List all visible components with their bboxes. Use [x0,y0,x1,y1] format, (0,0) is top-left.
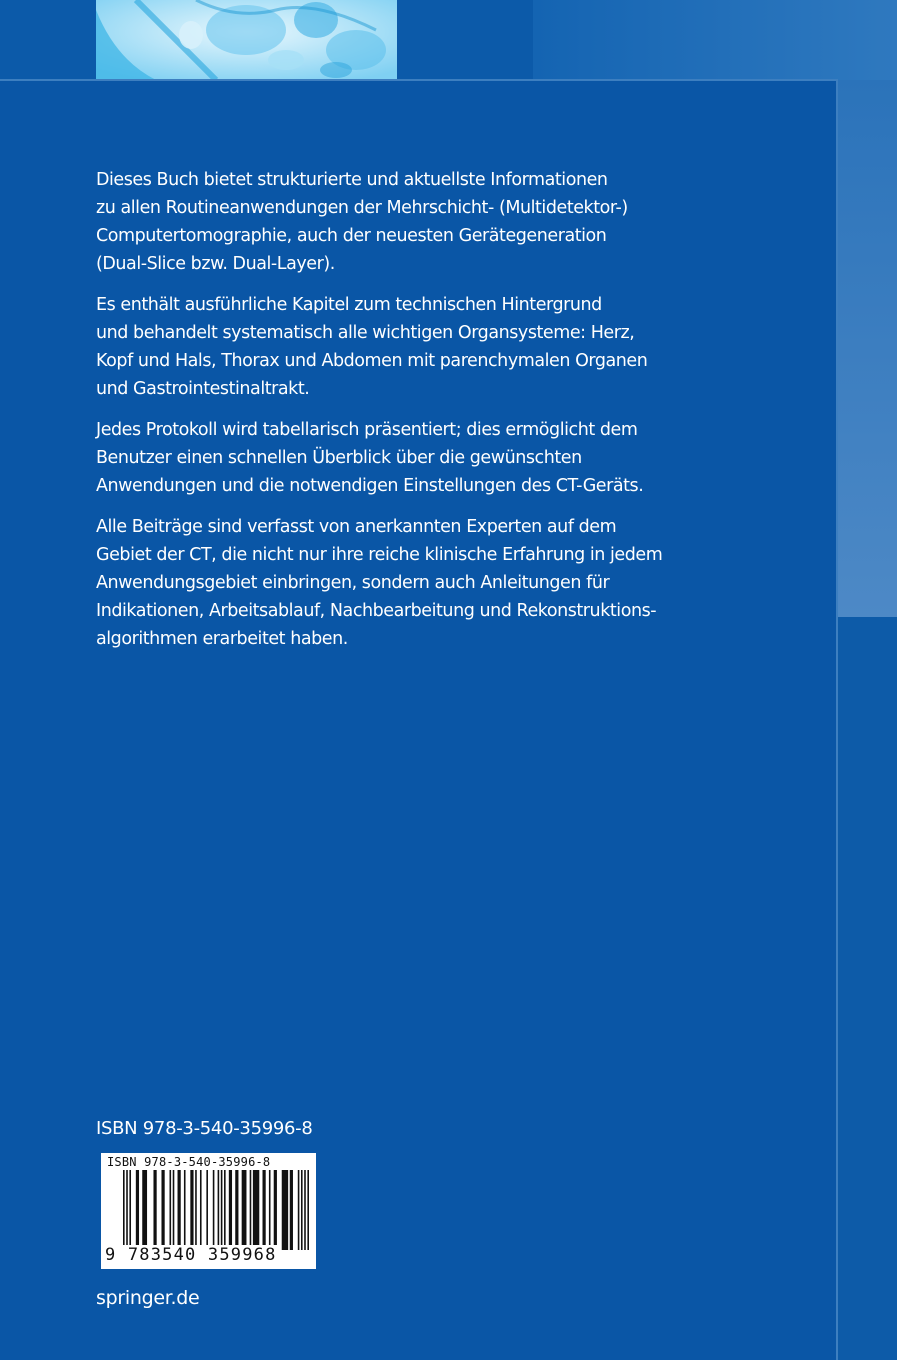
text-line: Gebiet der CT, die nicht nur ihre reiche klinische Erfahrung in jedem [96,545,663,565]
barcode-bar [282,1170,288,1250]
barcode-bar [184,1170,186,1250]
barcode-bar [218,1170,220,1250]
text-line: und behandelt systematisch alle wichtigen Organsysteme: Herz, [96,323,635,343]
publisher-url: springer.de [96,1287,200,1309]
barcode-bar [229,1170,232,1250]
barcode-bar [190,1170,193,1250]
text-line: Indikationen, Arbeitsablauf, Nachbearbeitung und Rekonstruktions- [96,601,657,621]
barcode-bar [301,1170,303,1250]
text-line: Dieses Buch bietet strukturierte und aktuellste Informationen [96,170,608,190]
barcode-bar [224,1170,226,1250]
text-line: Jedes Protokoll wird tabellarisch präsentiert; dies ermöglicht dem [96,420,638,440]
barcode-bar [153,1170,156,1250]
text-line: Kopf und Hals, Thorax und Abdomen mit parenchymalen Organen [96,351,648,371]
text-line: Es enthält ausführliche Kapitel zum technischen Hintergrund [96,295,602,315]
barcode-bar [170,1170,172,1250]
barcode-bar [136,1170,139,1250]
text-line: Alle Beiträge sind verfasst von anerkannten Experten auf dem [96,517,617,537]
barcode-bar [126,1170,128,1250]
barcode-bar [129,1170,131,1250]
text-line: Computertomographie, auch der neuesten Gerätegeneration [96,226,607,246]
text-line: zu allen Routineanwendungen der Mehrschicht- (Multidetektor-) [96,198,628,218]
text-line: Anwendungsgebiet einbringen, sondern auch Anleitungen für [96,573,610,593]
barcode-bar [173,1170,175,1250]
barcode-bar [263,1170,266,1250]
text-line: (Dual-Slice bzw. Dual-Layer). [96,254,335,274]
ct-scan-image [96,0,397,80]
paragraph-3 [96,416,644,500]
top-band-gradient [533,0,897,80]
text-line: Anwendungen und die notwendigen Einstellungen des CT-Geräts. [96,476,644,496]
barcode-bar [195,1170,197,1250]
barcode-bar [235,1170,238,1250]
barcode-bar [253,1170,259,1250]
paragraph-1 [96,166,628,278]
barcode-bar [221,1170,223,1250]
barcode-bar [123,1170,125,1250]
text-line: und Gastrointestinaltrakt. [96,379,310,399]
barcode-bar [200,1170,202,1250]
barcode-bar [304,1170,306,1250]
barcode-bar [178,1170,181,1250]
barcode-bar [307,1170,309,1250]
barcode-bar [242,1170,247,1250]
barcode-isbn-text: ISBN 978-3-540-35996-8 [107,1155,271,1169]
text-line: Benutzer einen schnellen Überblick über die gewünschten [96,448,582,468]
barcode-bars [121,1170,311,1250]
right-edge-highlight [837,80,897,617]
paragraph-2 [96,291,648,403]
barcode-bar [206,1170,208,1250]
barcode [101,1153,316,1269]
barcode-digits: 9 783540 359968 [105,1245,277,1265]
barcode-bar [250,1170,252,1250]
barcode-bar [269,1170,271,1250]
barcode-bar [161,1170,164,1250]
barcode-bar [213,1170,215,1250]
barcode-bar [298,1170,300,1250]
barcode-bar [142,1170,147,1250]
frame-right-rule [836,79,838,1360]
text-line: algorithmen erarbeitet haben. [96,629,348,649]
isbn-label: ISBN 978-3-540-35996-8 [96,1118,313,1139]
barcode-bar [274,1170,277,1250]
paragraph-4 [96,513,663,653]
barcode-bar [290,1170,293,1250]
book-description [96,166,663,666]
frame-top-rule [0,79,838,81]
